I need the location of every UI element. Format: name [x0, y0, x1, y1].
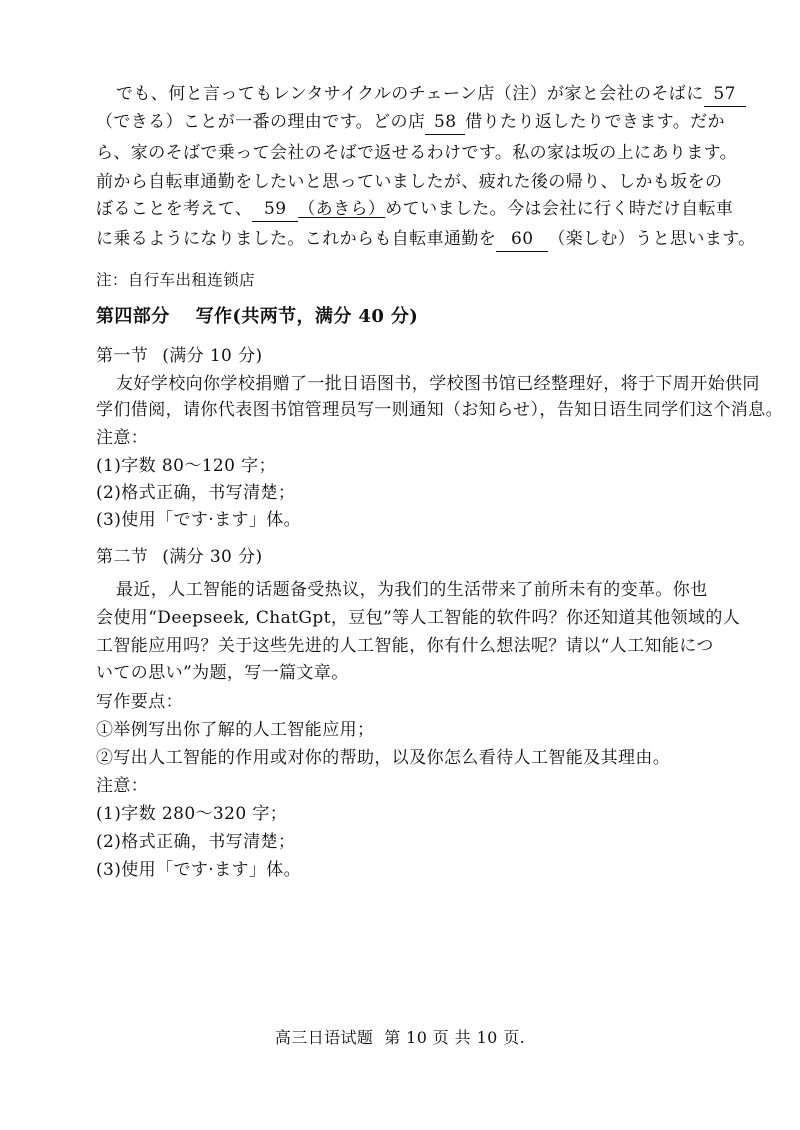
- section2-note-3: (3)使用「です·ます」体。: [96, 860, 302, 880]
- footnote: 注：自行车出租连锁店: [96, 271, 256, 289]
- blank-59: 59: [252, 197, 298, 222]
- passage-line-4: 前から自転車通勤をしたいと思っていましたが、疲れた後の帰り、しかも坂をの: [96, 172, 723, 192]
- passage-text: 借りたり返したりできます。だか: [465, 112, 725, 132]
- passage-line-2: [96, 110, 725, 135]
- passage-line-5: [96, 197, 733, 222]
- section1-note-2: (2)格式正确，书写清楚；: [96, 483, 296, 503]
- section2-point-1: ①举例写出你了解的人工智能应用；: [96, 720, 375, 740]
- section2-note-1: (1)字数 280～320 字；: [96, 804, 288, 824]
- blank-60: 60: [496, 227, 548, 252]
- section1-score: (满分 10 分): [162, 346, 263, 366]
- section1-note-1: (1)字数 80～120 字；: [96, 456, 276, 476]
- section2-prompt-line-1: 最近，人工智能的话题备受热议，为我们的生活带来了前所未有的变革。你也: [116, 580, 708, 600]
- section2-prompt-line-2: 会使用“Deepseek, ChatGpt，豆包”等人工智能的软件吗？你还知道其他领域的人: [96, 608, 741, 628]
- section2-point-2: ②写出人工智能的作用或对你的帮助，以及你怎么看待人工智能及其理由。: [96, 748, 671, 768]
- passage-text: （できる）ことが一番の理由です。どの店: [96, 112, 426, 132]
- section2-label: 第二节: [96, 547, 149, 567]
- section1-note-3: (3)使用「です·ます」体。: [96, 510, 302, 530]
- passage-text: ぼることを考えて、: [96, 199, 253, 219]
- part4-label: 第四部分: [96, 306, 170, 327]
- part4-heading: [96, 305, 418, 329]
- section1-heading: [96, 344, 263, 368]
- passage-text: めていました。今は会社に行く時だけ自転車: [385, 199, 734, 219]
- section1-prompt-line-2: 学们借阅，请你代表图书馆管理员写一则通知（お知らせ），告知日语生同学们这个消息。: [96, 400, 783, 420]
- section2-heading: [96, 545, 263, 569]
- section1-label: 第一节: [96, 346, 149, 366]
- passage-line-6: [96, 227, 756, 252]
- section2-prompt-line-3: 工智能应用吗？关于这些先进的人工智能，你有什么想法呢？请以“人工知能につ: [96, 636, 714, 656]
- section2-note-2: (2)格式正确，书写清楚；: [96, 832, 296, 852]
- section2-points-title: 写作要点：: [96, 692, 183, 712]
- passage-text: （楽しむ）うと思います。: [548, 229, 756, 249]
- blank-58: 58: [425, 110, 465, 135]
- section1-prompt-line-1: 友好学校向你学校捐赠了一批日语图书，学校图书馆已经整理好，将于下周开始供同: [116, 374, 760, 394]
- page-footer: 高三日语试题 第 10 页 共 10 页.: [274, 1028, 526, 1047]
- passage-text: に乗るようになりました。これからも自転車通勤を: [96, 229, 497, 249]
- passage-text: でも、何と言ってもレンタサイクルのチェーン店（注）が家と会社のそばに: [116, 84, 704, 104]
- section2-prompt-line-4: いての思い”为题，写一篇文章。: [96, 663, 349, 683]
- passage-line-3: ら、家のそばで乗って会社のそばで返せるわけです。私の家は坂の上にあります。: [96, 143, 738, 163]
- blank-57: 57: [704, 82, 746, 107]
- section2-score: (满分 30 分): [162, 547, 263, 567]
- blank-59-hint: （あきら）: [298, 199, 386, 219]
- section2-note-title: 注意：: [96, 776, 149, 796]
- passage-line-1: [116, 82, 746, 107]
- section1-note-title: 注意：: [96, 428, 149, 448]
- part4-title: 写作(共两节，满分 40 分): [195, 306, 419, 327]
